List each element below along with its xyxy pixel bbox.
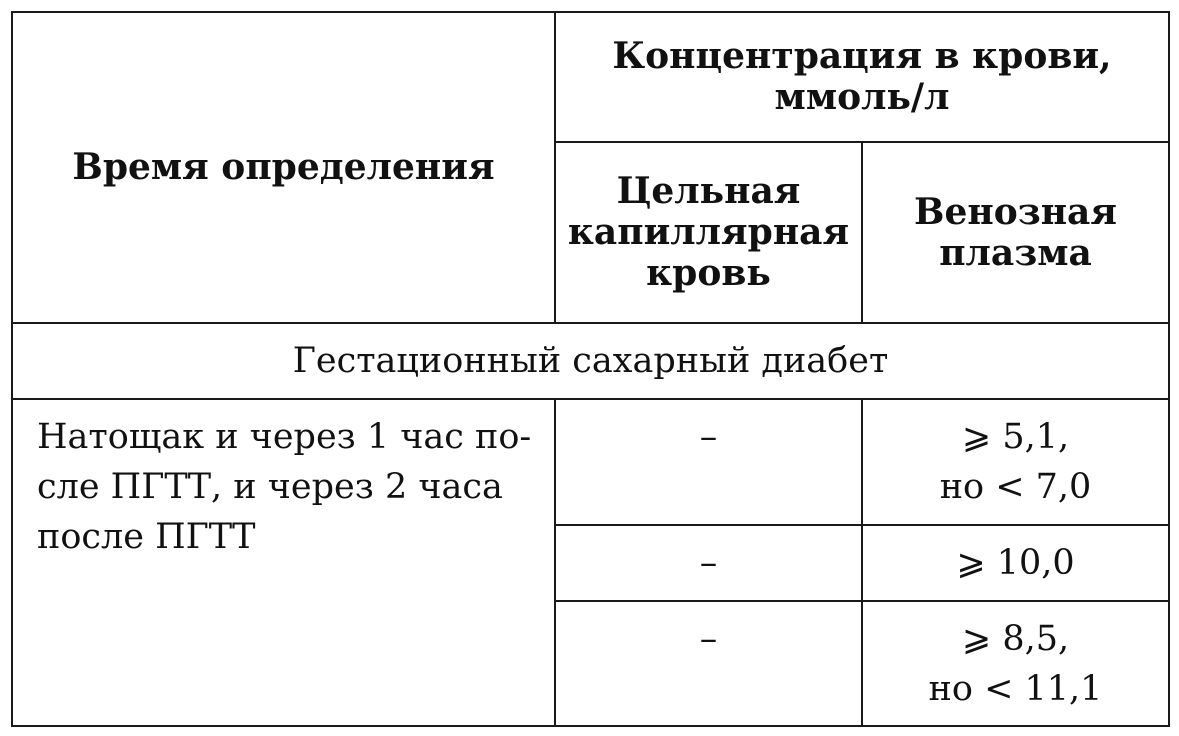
- header-concentration: [555, 12, 1169, 142]
- time-text-line3: после ПГТТ: [37, 517, 256, 557]
- header-time-label: Время определения: [72, 146, 495, 188]
- time-cell: [12, 399, 555, 726]
- capillary-value-cell: [555, 399, 862, 525]
- capillary-value-cell: [555, 525, 862, 601]
- header-time: [12, 12, 555, 323]
- venous-value-line1: ⩾ 10,0: [956, 543, 1075, 583]
- venous-value-line1: ⩾ 8,5,: [961, 619, 1070, 659]
- glucose-criteria-table: [11, 11, 1170, 727]
- time-text-line1: Натощак и через 1 час по-: [37, 417, 532, 457]
- venous-value-cell: [862, 399, 1169, 525]
- header-capillary-line3: кровь: [646, 252, 771, 294]
- venous-value-line2: но < 7,0: [939, 467, 1092, 507]
- header-capillary-line2: капиллярная: [567, 211, 850, 253]
- capillary-value: –: [699, 417, 718, 457]
- header-concentration-line1: Концентрация в крови,: [612, 35, 1112, 77]
- section-title-label: Гестационный сахарный диабет: [292, 341, 889, 381]
- header-venous-line2: плазма: [939, 231, 1092, 274]
- capillary-value: –: [699, 619, 718, 659]
- header-capillary: [555, 142, 862, 323]
- header-venous: [862, 142, 1169, 323]
- time-text-line2: сле ПГТТ, и через 2 часа: [37, 467, 503, 507]
- capillary-value-cell: [555, 601, 862, 726]
- capillary-value: –: [699, 543, 718, 583]
- header-capillary-line1: Цельная: [616, 170, 801, 212]
- venous-value-cell: [862, 525, 1169, 601]
- section-title: [12, 323, 1169, 399]
- header-concentration-line2: ммоль/л: [774, 76, 950, 118]
- venous-value-cell: [862, 601, 1169, 726]
- header-venous-line1: Венозная: [914, 190, 1117, 233]
- venous-value-line1: ⩾ 5,1,: [961, 417, 1070, 457]
- venous-value-line2: но < 11,1: [928, 669, 1103, 709]
